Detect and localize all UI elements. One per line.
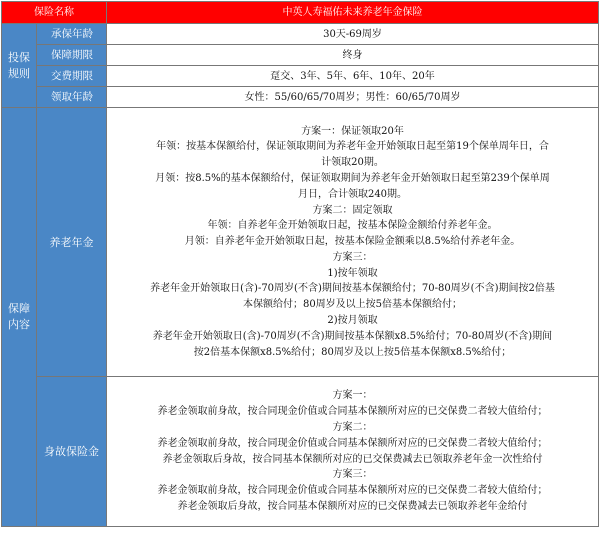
- pension-line: 1)按年领取: [327, 267, 378, 279]
- category-line-1: 保障: [8, 302, 30, 315]
- pension-content: [107, 108, 599, 377]
- death-line: 方案一：: [332, 390, 373, 402]
- death-line: 养老金领取前身故，按合同现金价值或合同基本保额所对应的已交保费二者较大值给付；: [157, 406, 548, 418]
- insure-rules-category: [2, 24, 37, 108]
- pension-line: 月领：按8.5%的基本保额给付，保证领取期间为养老年金开始领取日起至第239个保单周: [155, 172, 550, 184]
- death-line: 方案三：: [332, 469, 373, 481]
- pension-line: 年领：自养老年金开始领取日起，按基本保险金额给付养老年金。: [207, 220, 498, 232]
- pension-line: 年领：按基本保额给付，保证领取期间为养老年金开始领取日起至第19个保单周年日，合: [156, 141, 549, 153]
- death-line: 养老金领取前身故，按合同现金价值或合同基本保额所对应的已交保费二者较大值给付；: [157, 485, 548, 497]
- death-row: [2, 377, 599, 527]
- pension-line: 月领：自养老年金开始领取日起，按基本保险金额乘以8.5%给付养老年金。: [184, 236, 521, 248]
- rule-label: 保障期限: [37, 45, 107, 66]
- rule-label: 交费期限: [37, 66, 107, 87]
- rule-value: 终身: [107, 45, 599, 66]
- pension-line: 养老年金开始领取日(含)-70周岁(不含)期间按基本保额x8.5%给付；70-80周岁(不含)期间: [152, 330, 553, 342]
- category-line-1: 投保: [8, 50, 30, 64]
- death-line: 养老金领取前身故，按合同现金价值或合同基本保额所对应的已交保费二者较大值给付；: [157, 437, 548, 449]
- header-row: [2, 2, 599, 24]
- header-label: 保险名称: [2, 2, 107, 24]
- category-line-2: 规则: [8, 66, 30, 80]
- coverage-category: [2, 108, 37, 527]
- pension-line: 2)按月领取: [327, 315, 378, 327]
- pension-label: 养老年金: [37, 108, 107, 377]
- rule-row-payment: [2, 66, 599, 87]
- pension-line: 方案二：固定领取: [312, 204, 393, 216]
- rule-label: 承保年龄: [37, 24, 107, 45]
- pension-line: 方案一：保证领取20年: [301, 125, 404, 137]
- product-name: 中英人寿福佑未来养老年金保险: [107, 2, 599, 24]
- rule-label: 领取年龄: [37, 87, 107, 108]
- death-line: 养老金领取后身故，按合同基本保额所对应的已交保费减去已领取养老年金给付: [177, 500, 528, 512]
- product-table: [1, 1, 599, 527]
- death-label: 身故保险金: [37, 377, 107, 527]
- pension-line: 计领取20期。: [321, 157, 384, 169]
- pension-row: [2, 108, 599, 377]
- rule-value: 女性：55/60/65/70周岁；男性：60/65/70周岁: [107, 87, 599, 108]
- pension-line: 按2倍基本保额x8.5%给付；80周岁及以上按5倍基本保额x8.5%给付；: [193, 346, 512, 358]
- death-line: 养老金领取后身故，按合同基本保额所对应的已交保费减去已领取养老年金一次性给付: [162, 453, 543, 465]
- rule-value: 30天-69周岁: [107, 24, 599, 45]
- pension-line: 方案三：: [332, 251, 373, 263]
- pension-line: 本保额给付；80周岁及以上按5倍基本保额给付；: [242, 299, 463, 311]
- death-content: [107, 377, 599, 527]
- rule-row-term: [2, 45, 599, 66]
- pension-line: 月日，合计领取240期。: [297, 188, 408, 200]
- category-line-2: 内容: [8, 318, 30, 331]
- rule-row-age: [2, 24, 599, 45]
- rule-row-claim-age: [2, 87, 599, 108]
- pension-line: 养老年金开始领取日(含)-70周岁(不含)期间按基本保额给付；70-80周岁(不含)期间按2倍基: [150, 283, 555, 295]
- death-line: 方案二：: [332, 421, 373, 433]
- rule-value: 趸交、3年、5年、6年、10年、20年: [107, 66, 599, 87]
